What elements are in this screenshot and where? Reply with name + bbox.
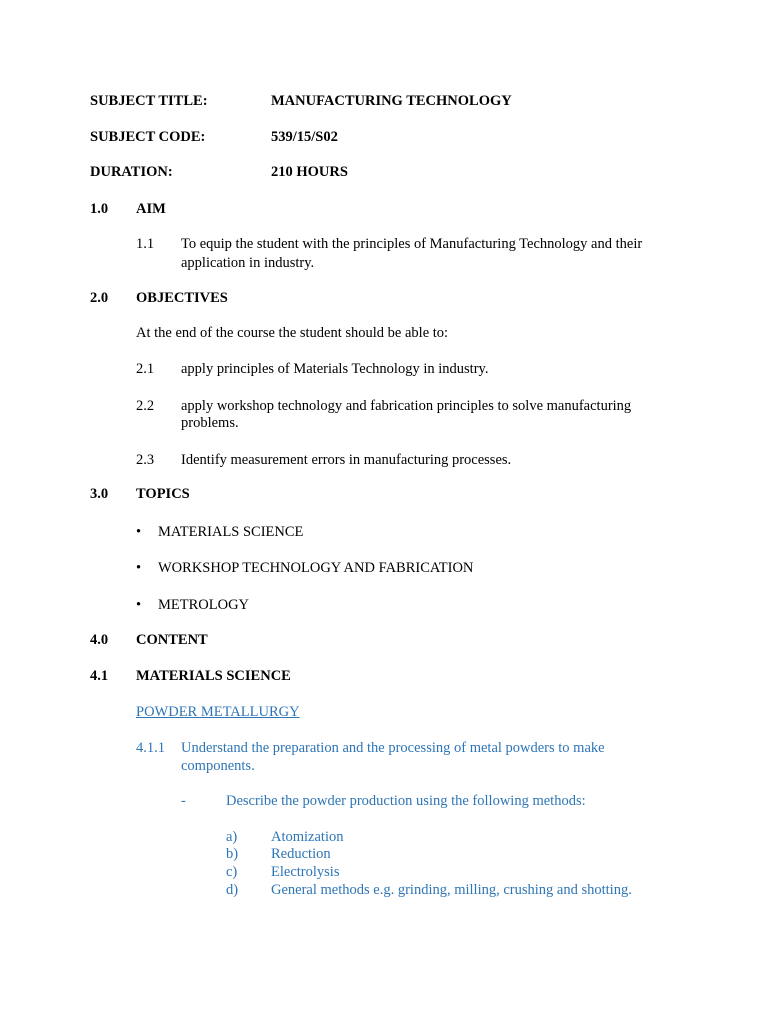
- subject-title-value: MANUFACTURING TECHNOLOGY: [271, 93, 512, 109]
- content-item-line1: Understand the preparation and the processing of metal powders to make: [181, 740, 605, 756]
- aim-item-line1: To equip the student with the principles of Manufacturing Technology and their: [181, 236, 643, 252]
- aim-number: 1.0: [90, 201, 109, 217]
- aim-heading: AIM: [136, 201, 166, 217]
- subject-title-label: SUBJECT TITLE:: [90, 93, 208, 109]
- objectives-intro: At the end of the course the student should be able to:: [136, 325, 449, 341]
- objectives-heading: OBJECTIVES: [136, 290, 228, 306]
- bullet-icon: •: [136, 597, 142, 613]
- aim-item-line2: application in industry.: [181, 255, 315, 271]
- topic-item: METROLOGY: [158, 597, 250, 613]
- subsection-number: 4.1: [90, 668, 109, 684]
- subsection-heading: MATERIALS SCIENCE: [136, 668, 291, 684]
- bullet-icon: •: [136, 560, 142, 576]
- subject-code-value: 539/15/S02: [271, 129, 338, 145]
- method-text: Reduction: [271, 846, 331, 862]
- content-item-line2: components.: [181, 758, 255, 774]
- content-number: 4.0: [90, 632, 109, 648]
- method-text: Electrolysis: [271, 864, 340, 880]
- method-label: a): [226, 829, 238, 845]
- method-text: Atomization: [271, 829, 344, 845]
- objectives-number: 2.0: [90, 290, 109, 306]
- content-item-number: 4.1.1: [136, 740, 165, 756]
- method-label: b): [226, 846, 239, 862]
- objective-text: apply principles of Materials Technology in industry.: [181, 361, 489, 377]
- content-heading: CONTENT: [136, 632, 208, 648]
- aim-item-number: 1.1: [136, 236, 155, 252]
- objective-text: Identify measurement errors in manufacturing processes.: [181, 452, 512, 468]
- dash-marker: -: [181, 793, 186, 809]
- objective-number: 2.3: [136, 452, 155, 468]
- objective-text: apply workshop technology and fabrication principles to solve manufacturing: [181, 398, 632, 414]
- objective-number: 2.1: [136, 361, 155, 377]
- bullet-icon: •: [136, 524, 142, 540]
- duration-value: 210 HOURS: [271, 164, 348, 180]
- topics-heading: TOPICS: [136, 486, 190, 502]
- method-text: General methods e.g. grinding, milling, crushing and shotting.: [271, 882, 632, 898]
- method-label: c): [226, 864, 238, 880]
- objective-text-line2: problems.: [181, 415, 239, 431]
- method-label: d): [226, 882, 239, 898]
- subject-code-label: SUBJECT CODE:: [90, 129, 206, 145]
- topic-item: MATERIALS SCIENCE: [158, 524, 304, 540]
- duration-label: DURATION:: [90, 164, 173, 180]
- topics-number: 3.0: [90, 486, 109, 502]
- powder-metallurgy-link[interactable]: POWDER METALLURGY: [136, 704, 300, 720]
- objective-number: 2.2: [136, 398, 155, 414]
- topic-item: WORKSHOP TECHNOLOGY AND FABRICATION: [158, 560, 474, 576]
- dash-text: Describe the powder production using the following methods:: [226, 793, 586, 809]
